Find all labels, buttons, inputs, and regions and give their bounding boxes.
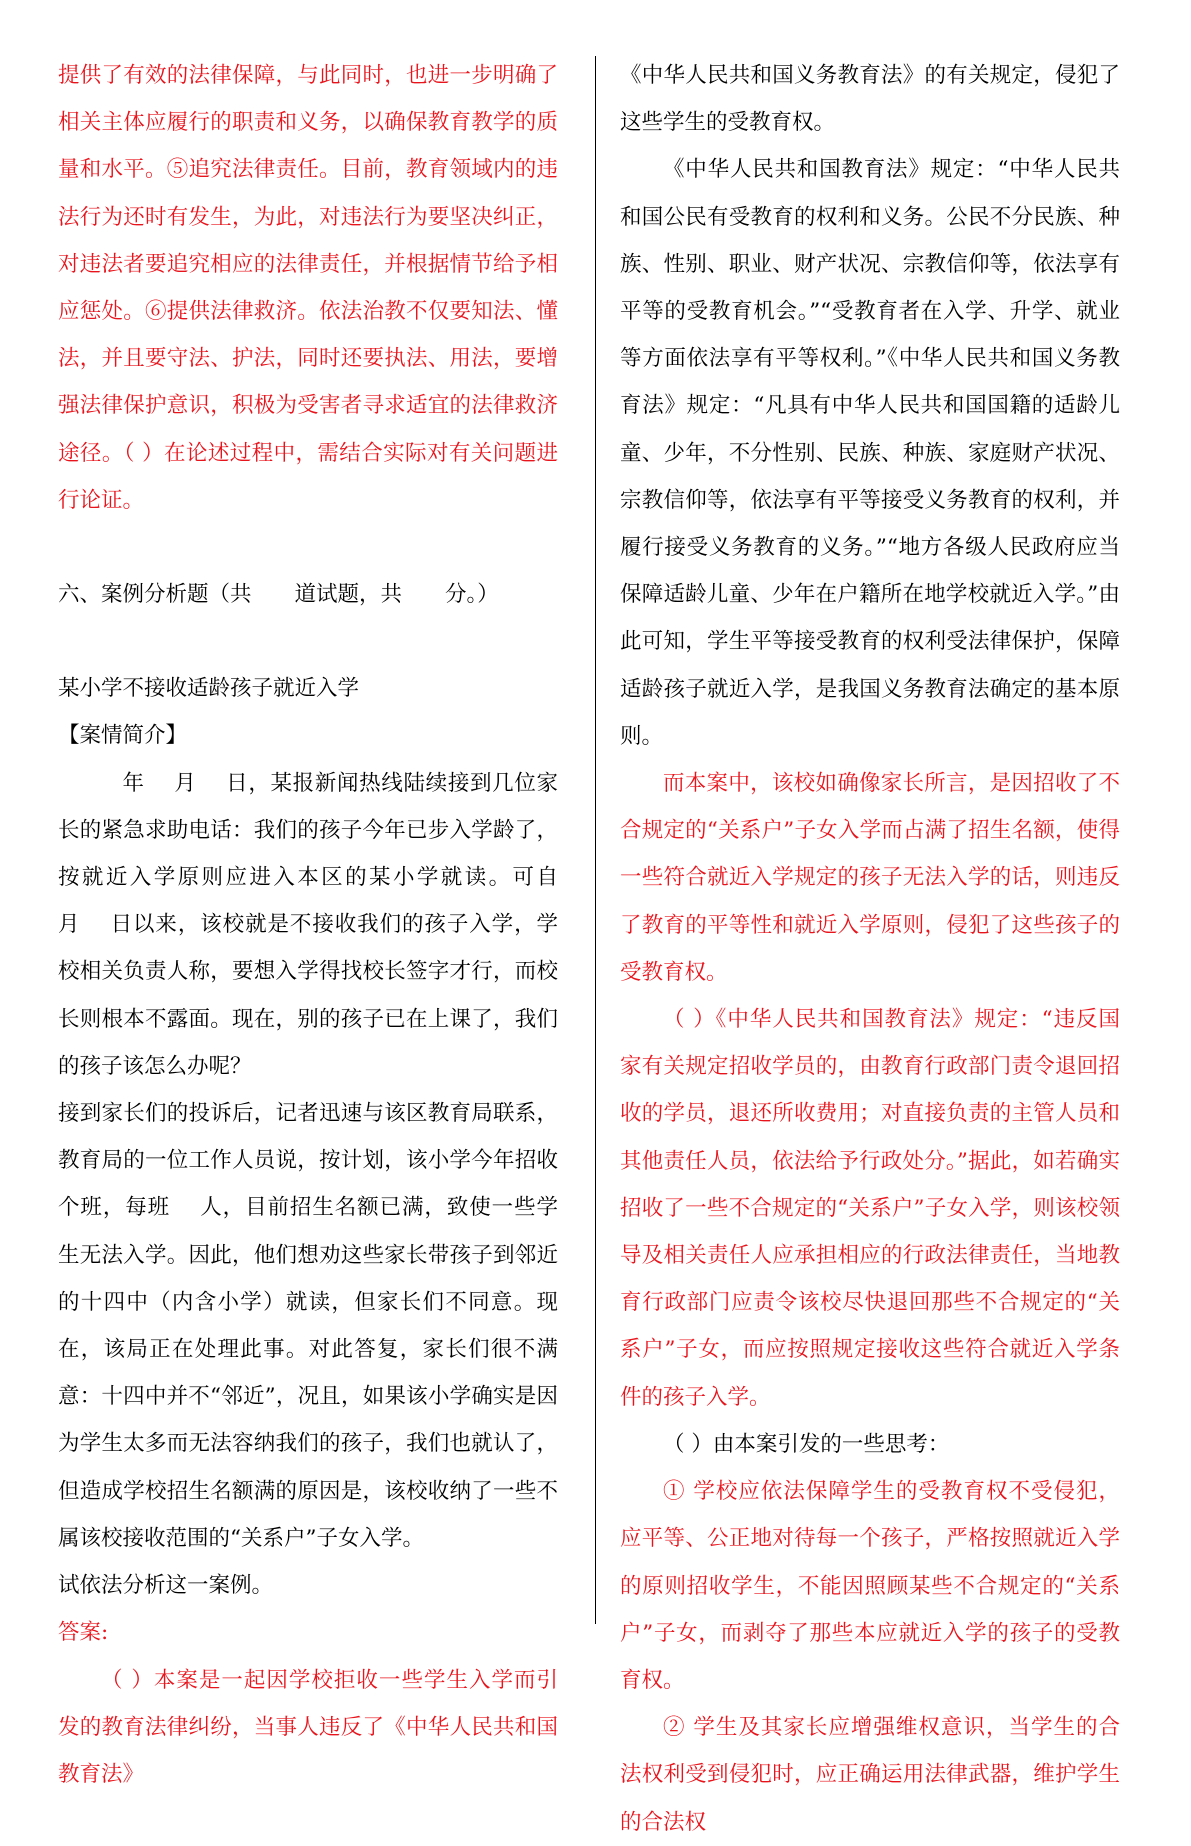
- answer-paragraph-3: （ ）由本案引发的一些思考：: [663, 1431, 950, 1457]
- continuation-paragraph: 《中华人民共和国义务教育法》的有关规定，侵犯了这些学生的受教育权。: [620, 63, 1120, 136]
- case-paragraph-1: 年 月 日，某报新闻热线陆续接到几位家长的紧急求助电话：我们的孩子今年已步入学龄了，按就近入学原则应进入本区的某小学就读。可自 月 日以来，该校就是不接收我们的孩子入学，学校相关负责人称，要想入学得找校长签字才行，而校长则根本不露面。现在，别的孩子已在上课了，我们的孩子该怎么办呢？: [58, 770, 587, 1079]
- case-analysis-paragraph: 而本案中，该校如确像家长所言，是因招收了不合规定的“关系户”子女入学而占满了招生名额，使得一些符合就近入学规定的孩子无法入学的话，则违反了教育的平等性和就近入学原则，侵犯了这些孩子的受教育权。: [620, 771, 1120, 985]
- intro-paragraph: 提供了有效的法律保障，与此同时，也进一步明确了相关主体应履行的职责和义务，以确保教育教学的质量和水平。⑤追究法律责任。目前，教育领域内的违法行为还时有发生，为此，对违法行为要坚决纠正，对违法者要追究相应的法律责任，并根据情节给予相应惩处。⑥提供法律救济。依法治教不仅要知法、懂法，并且要守法、护法，同时还要执法、用法，要增强法律保护意识，积极为受害者寻求适宜的法律救济途径。（ ）在论述过程中，需结合实际对有关问题进行论证。: [58, 63, 558, 513]
- question-text: 试依法分析这一案例。: [58, 1573, 274, 1599]
- case-title: 某小学不接收适龄孩子就近入学: [58, 676, 360, 702]
- answer-paragraph-1: （ ）本案是一起因学校拒收一些学生入学而引发的教育法律纠纷，当事人违反了《中华人民共和国教育法》: [58, 1667, 558, 1787]
- answer-paragraph-2: （ ）《中华人民共和国教育法》规定：“违反国家有关规定招收学员的，由教育行政部门责令退回招收的学员，退还所收费用；对直接负责的主管人员和其他责任人员，依法给予行政处分。”据此，如若确实招收了一些不合规定的“关系户”子女入学，则该校领导及相关责任人应承担相应的行政法律责任，当地教育行政部门应责令该校尽快退回那些不合规定的“关系户”子女，而应按照规定接收这些符合就近入学条件的孩子入学。: [620, 1007, 1120, 1410]
- law-paragraph: 《中华人民共和国教育法》规定：“中华人民共和国公民有受教育的权利和义务。公民不分民族、种族、性别、职业、财产状况、宗教信仰等，依法享有平等的受教育机会。”“受教育者在入学、升学、就业等方面依法享有平等权利。”《中华人民共和国义务教育法》规定：“凡具有中华人民共和国国籍的适龄儿童、少年，不分性别、民族、种族、家庭财产状况、宗教信仰等，依法享有平等接受义务教育的权利，并履行接受义务教育的义务。”“地方各级人民政府应当保障适龄儿童、少年在户籍所在地学校就近入学。”由此可知，学生平等接受教育的权利受法律保护，保障适龄孩子就近入学，是我国义务教育法确定的基本原则。: [620, 157, 1120, 749]
- case-paragraph-2: 接到家长们的投诉后，记者迅速与该区教育局联系，教育局的一位工作人员说，按计划，该小学今年招收 个班，每班 人，目前招生名额已满，致使一些学生无法入学。因此，他们想劝这些家长带孩子到邻近的十四中（内含小学）就读，但家长们不同意。现在，该局正在处理此事。对此答复，家长们很不满意：十四中并不“邻近”，况且，如果该小学确实是因为学生太多而无法容纳我们的孩子，我们也就认了，但造成学校招生名额满的原因是，该校收纳了一些不属该校接收范围的“关系户”子女入学。: [58, 1101, 580, 1551]
- answer-label: 答案:: [58, 1620, 109, 1646]
- column-divider: [595, 56, 596, 1624]
- case-intro-label: 【案情简介】: [58, 723, 188, 749]
- reflection-item-2: ② 学生及其家长应增强维权意识，当学生的合法权利受到侵犯时，应正确运用法律武器，维护学生的合法权: [620, 1715, 1120, 1835]
- reflection-item-1: ① 学校应依法保障学生的受教育权不受侵犯，应平等、公正地对待每一个孩子，严格按照就近入学的原则招收学生，不能因照顾某些不合规定的“关系户”子女，而剥夺了那些本应就近入学的孩子的受教育权。: [620, 1479, 1120, 1693]
- section-heading: 六、案例分析题（共 道试题，共 分。）: [58, 582, 499, 608]
- right-column: [620, 52, 1120, 1846]
- left-column: [58, 52, 587, 1798]
